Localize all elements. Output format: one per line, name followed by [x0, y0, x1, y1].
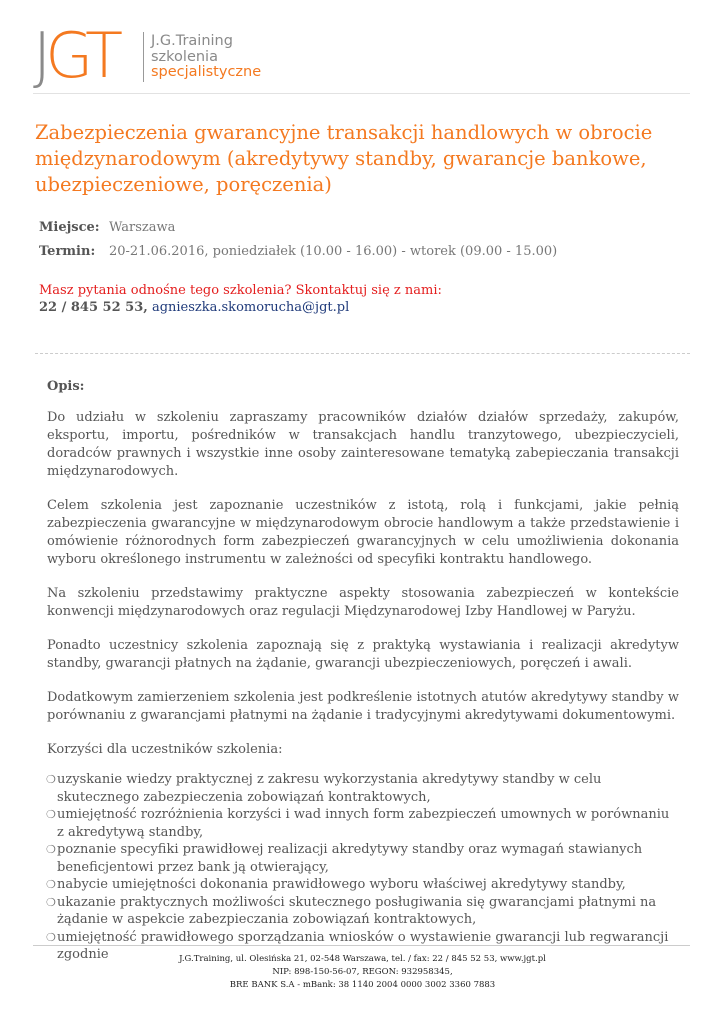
benefit-item — [47, 876, 679, 894]
bullet-icon: ❍ — [46, 843, 56, 856]
benefit-text: uzyskanie wiedzy praktycznej z zakresu wykorzystania akredytywy standby w celu skutecznego zabezpieczenia zobowiązań kontraktowych, — [57, 772, 602, 805]
company-logo — [33, 19, 293, 92]
contact-phone[interactable]: 22 / 845 52 53, — [39, 300, 148, 315]
bullet-icon: ❍ — [46, 773, 56, 786]
footer-bank-account: BRE BANK S.A - mBank: 38 1140 2004 0000 3002 3360 7883 — [229, 980, 496, 990]
page-title: Zabezpieczenia gwarancyjne transakcji handlowych w obrocie międzynarodowym (akredytywy standby, gwarancje bankowe, ubezpieczeniowe, poręczenia) — [35, 121, 653, 196]
contact-question: Masz pytania odnośne tego szkolenia? Skontaktuj się z nami: — [39, 283, 442, 298]
description-paragraph: Celem szkolenia jest zapoznanie uczestników z istotą, rolą i funkcjami, jakie pełnią zabezpieczenia gwarancyjne w międzynarodowym obrocie handlowym a także przedstawienie i omówienie różnorodnych form zabezpieczeń gwarancyjnych w celu umożliwienia dokonania wyboru określonego instrumentu w zależności od specyfiki kontraktu handlowego. — [47, 498, 679, 567]
footer-address: J.G.Training, ul. Olesińska 21, 02-548 Warszawa, tel. / fax: 22 / 845 52 53, www.jgt.pl — [179, 954, 546, 964]
benefits-heading: Korzyści dla uczestników szkolenia: — [47, 742, 283, 757]
term-label: Termin: — [39, 244, 96, 259]
description-paragraph: Do udziału w szkoleniu zapraszamy pracowników działów działów sprzedaży, zakupów, eksportu, importu, pośredników w transakcjach handlu tranzytowego, ubezpieczycieli, doradców prawnych i wszystkie inne osoby zainteresowane tematyką zabepieczania transakcji międzynarodowych. — [47, 410, 679, 479]
header-divider — [33, 93, 690, 94]
benefit-item — [47, 806, 679, 841]
term-row — [39, 244, 557, 260]
logo-tagline-1: szkolenia — [151, 48, 218, 65]
term-value: 20-21.06.2016, poniedziałek (10.00 - 16.00) - wtorek (09.00 - 15.00) — [109, 244, 558, 259]
logo-divider — [143, 32, 144, 82]
section-divider — [35, 353, 690, 354]
description-heading: Opis: — [47, 379, 85, 394]
benefit-text: umiejętność rozróżnienia korzyści i wad innych form zabezpieczeń umownych w porównaniu z akredytywą standby, — [57, 807, 670, 840]
place-value: Warszawa — [109, 220, 176, 235]
description-paragraph: Ponadto uczestnicy szkolenia zapoznają się z praktyką wystawiania i realizacji akredytyw standby, gwarancji płatnych na żądanie, gwarancji ubezpieczeniowych, poręczeń i awali. — [47, 638, 679, 671]
logo-tagline-2: specjalistyczne — [151, 64, 262, 80]
logo-mark-j: J — [33, 19, 46, 92]
footer-divider — [33, 945, 690, 946]
description-paragraph: Dodatkowym zamierzeniem szkolenia jest podkreślenie istotnych atutów akredytywy standby w porównaniu z gwarancjami płatnymi na żądanie i tradycyjnymi akredytywami dokumentowymi. — [47, 690, 679, 723]
bullet-icon: ❍ — [46, 808, 56, 821]
benefits-list — [47, 771, 679, 964]
benefit-text: nabycie umiejętności dokonania prawidłowego wyboru właściwej akredytywy standby, — [57, 877, 626, 892]
logo-mark — [33, 19, 118, 92]
bullet-icon: ❍ — [46, 878, 56, 891]
logo-text — [151, 34, 261, 81]
logo-company-name: J.G.Training — [151, 33, 233, 49]
footer-tax-ids: NIP: 898-150-56-07, REGON: 932958345, — [272, 967, 453, 977]
bullet-icon: ❍ — [46, 895, 56, 909]
benefit-item — [47, 841, 679, 876]
description-section — [47, 378, 679, 964]
benefit-text: ukazanie praktycznych możliwości skutecznego posługiwania się gwarancjami płatnymi na żądanie w aspekcie zabezpieczania zobowiązań kontraktowych, — [57, 894, 657, 927]
contact-email-link[interactable]: agnieszka.skomorucha@jgt.pl — [151, 300, 350, 315]
description-paragraph: Na szkoleniu przedstawimy praktyczne aspekty stosowania zabezpieczeń w kontekście konwencji międzynarodowych oraz regulacji Międzynarodowej Izby Handlowej w Paryżu. — [47, 586, 679, 619]
page-footer — [0, 953, 725, 992]
contact-line — [39, 300, 349, 315]
logo-mark-gt: GT — [45, 19, 118, 92]
bullet-icon: ❍ — [46, 930, 56, 944]
benefit-item — [47, 894, 679, 929]
benefit-text: poznanie specyfiki prawidłowej realizacji akredytywy standby oraz wymagań stawianych beneficjentowi przez bank ją otwierający, — [57, 842, 643, 875]
benefit-text: umiejętność prawidłowego sporządzania wniosków o wystawienie gwarancji lub regwarancji zgodnie — [57, 929, 669, 962]
benefit-item — [47, 771, 679, 806]
place-label: Miejsce: — [39, 220, 100, 235]
place-row — [39, 220, 175, 236]
